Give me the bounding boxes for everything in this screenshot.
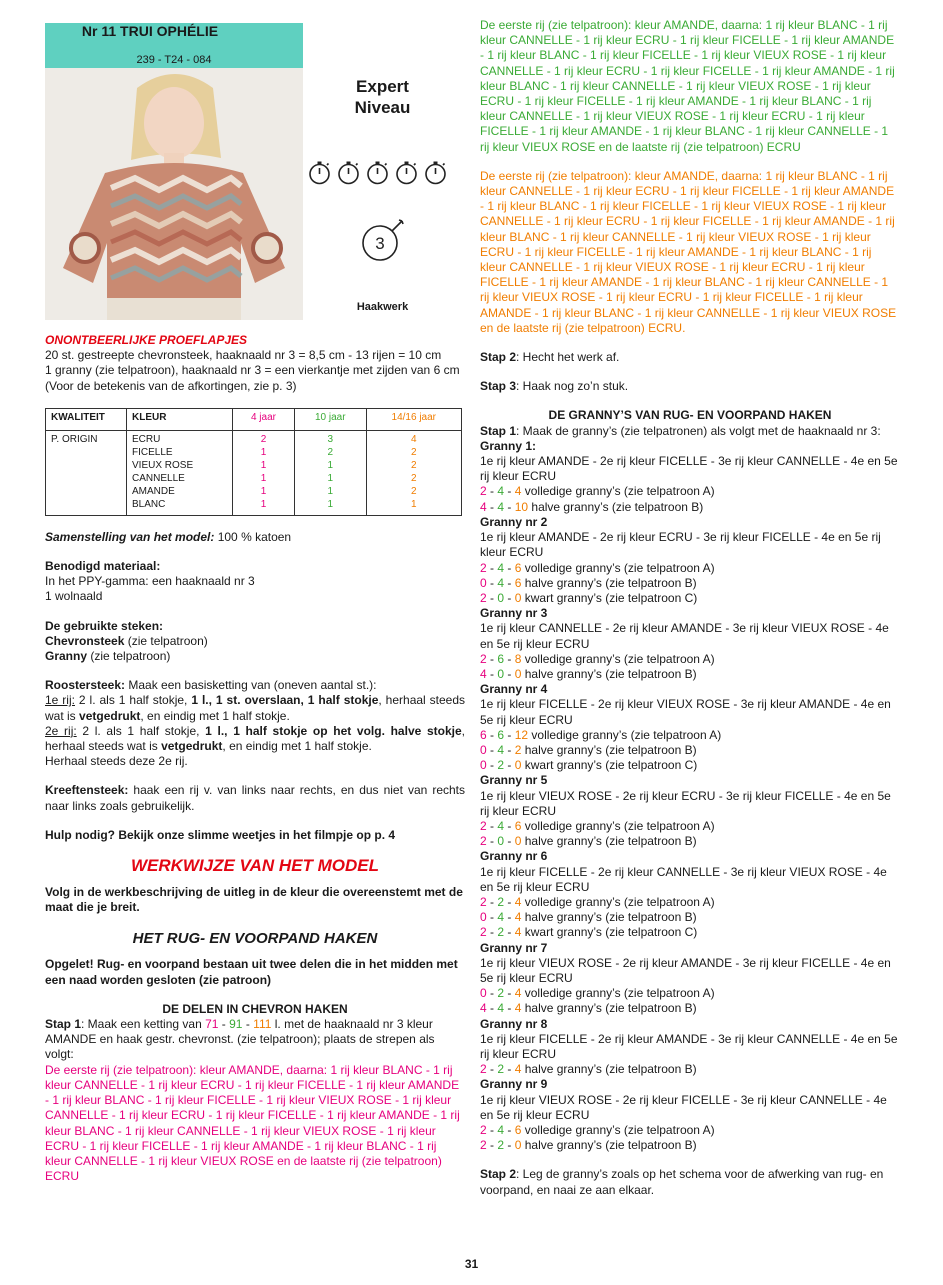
yarn-qty: 1 [327,485,334,497]
size-1-count: 4 [480,499,487,514]
granny-count-line: 6 - 6 - 12 volledige granny’s (zie telpatroon A) [480,727,722,742]
stopwatch-icon [365,160,390,185]
size-1-count: 0 [480,575,487,590]
yarn-size-1-values [233,430,295,515]
size-1-count: 4 [480,1001,487,1016]
step-text: : Haak nog zo’n stuk. [516,379,629,394]
yarn-qty: 2 [410,472,417,484]
size-3-count: 0 [514,834,522,849]
yarn-header-size-3: 14/16 jaar [366,408,461,430]
stripes-size-3: De eerste rij (zie telpatroon): kleur AMANDE, daarna: 1 rij kleur BLANC - 1 rij kleur CANNELLE - 1 rij kleur ECRU - 1 rij kleur FICELLE - 1 rij kleur AMANDE - 1 rij kleur BLANC - 1 rij kleur FICELLE - 1 rij kleur VIEUX ROSE - 1 rij kleur CANNELLE - 1 rij kleur ECRU - 1 rij kleur FICELLE - 1 rij kleur AMANDE - 1 rij kleur BLANC - 1 rij kleur CANNELLE - 1 rij kleur VIEUX ROSE - 1 rij kleur ECRU - 1 rij kleur FICELLE - 1 rij kleur AMANDE - 1 rij kleur BLANC - 1 rij kleur CANNELLE - 1 rij kleur VIEUX ROSE - 1 rij kleur ECRU - 1 rij kleur FICELLE - 1 rij kleur AMANDE - 1 rij kleur BLANC - 1 rij kleur CANNELLE - 1 rij kleur VIEUX ROSE - 1 rij kleur ECRU - 1 rij kleur FICELLE - 1 rij kleur AMANDE - 1 rij kleur BLANC - 1 rij kleur CANNELLE - 1 rij kleur VIEUX ROSE en de laatste rij (zie telpatroon) ECRU. [480,168,897,335]
materials-line: In het PPY-gamma: een haaknaald nr 3 [45,574,255,589]
size-1-count: 4 [480,666,487,681]
stitch-name: Chevronsteek [45,633,125,648]
yarn-color: FICELLE [132,446,173,458]
size-3-count: 0 [514,758,522,773]
right-column [480,18,900,1198]
yarn-header-size-1: 4 jaar [233,408,295,430]
granny-colors: 1e rij kleur FICELLE - 2e rij kleur CANNELLE - 3e rij kleur VIEUX ROSE - 4e en 5e rij kleur ECRU [480,864,887,894]
granny-count-text: halve granny’s (zie telpatroon B) [521,1138,697,1153]
granny-colors: 1e rij kleur FICELLE - 2e rij kleur AMANDE - 3e rij kleur CANNELLE - 4e en 5e rij kleur ECRU [480,1031,898,1061]
granny-count-line: 2 - 4 - 6 volledige granny’s (zie telpatroon A) [480,1123,715,1138]
granny-count-line: 2 - 4 - 4 volledige granny’s (zie telpatroon A) [480,484,715,499]
gauge-line: 1 granny (zie telpatroon), haaknaald nr 3 = een vierkantje met zijden van 6 cm [45,363,460,378]
yarn-header-size-2: 10 jaar [294,408,366,430]
granny-colors: 1e rij kleur AMANDE - 2e rij kleur ECRU - 3e rij kleur FICELLE - 4e en 5e rij kleur ECRU [480,530,881,560]
stitches-title: De gebruikte steken: [45,618,164,633]
yarn-table-row [46,430,462,515]
size-2-count: 6 [497,651,505,666]
granny-name: Granny nr 2 [480,514,548,529]
gauge-title: ONONTBEERLIJKE PROEFLAPJES [45,333,248,347]
stitch-note: (zie telpatroon) [124,633,208,648]
model-photo [45,68,303,320]
yarn-qty: 1 [260,446,267,458]
materials-line: 1 wolnaald [45,589,103,604]
size-1-count: 2 [480,894,487,909]
chevron-step-2 [480,350,900,365]
row-text: , en eindig met 1 half stokje. [222,739,372,754]
granny-colors: 1e rij kleur VIEUX ROSE - 2e rij kleur ECRU - 3e rij kleur FICELLE - 4e en 5e rij kleur ECRU [480,788,891,818]
pattern-code: 239 - T24 - 084 [136,54,212,66]
yarn-color: CANNELLE [132,472,185,484]
step-text: : Maak een ketting van [81,1017,206,1032]
difficulty-icons [307,160,448,185]
back-front-note: Opgelet! Rug- en voorpand bestaan uit twee delen die in het midden met een naad worden gesloten (zie patroon) [45,957,458,987]
stitch-note: (zie telpatroon) [87,649,171,664]
stopwatch-icon [336,160,361,185]
yarn-header-quality: KWALITEIT [46,408,127,430]
size-2-count: 0 [497,666,505,681]
yarn-qty: 2 [410,446,417,458]
yarn-colors [127,430,233,515]
row-text: 2 l. als 1 half stokje, [74,693,192,708]
granny-count-line: 2 - 6 - 8 volledige granny’s (zie telpatroon A) [480,651,715,666]
granny-count-line: 0 - 4 - 6 halve granny’s (zie telpatroon B) [480,575,697,590]
size-3-count: 4 [514,1001,522,1016]
row-label: 2e rij: [45,723,77,738]
yarn-qty: 2 [327,446,334,458]
granny-count-line: 2 - 2 - 4 halve granny’s (zie telpatroon B) [480,1062,697,1077]
size-2-count: 4 [497,484,505,499]
stripes-size-1: De eerste rij (zie telpatroon): kleur AMANDE, daarna: 1 rij kleur BLANC - 1 rij kleur CANNELLE - 1 rij kleur ECRU - 1 rij kleur FICELLE - 1 rij kleur AMANDE - 1 rij kleur BLANC - 1 rij kleur FICELLE - 1 rij kleur VIEUX ROSE - 1 rij kleur CANNELLE - 1 rij kleur ECRU - 1 rij kleur FICELLE - 1 rij kleur AMANDE - 1 rij kleur BLANC - 1 rij kleur CANNELLE - 1 rij kleur VIEUX ROSE - 1 rij kleur ECRU - 1 rij kleur FICELLE - 1 rij kleur AMANDE - 1 rij kleur BLANC - 1 rij kleur CANNELLE - 1 rij kleur VIEUX ROSE en de laatste rij (zie telpatroon) ECRU [45,1062,460,1184]
repeat-note: Herhaal steeds deze 2e rij. [45,754,188,769]
yarn-table-header [46,408,462,430]
size-3-count: 6 [514,560,522,575]
size-2-count: 2 [497,986,505,1001]
yarn-color: AMANDE [132,485,175,497]
method-intro: Volg in de werkbeschrijving de uitleg in de kleur die overeenstemt met de maat die je breit. [45,885,463,915]
step-label: Stap 2 [480,1167,517,1182]
size-3-count: 4 [514,894,522,909]
size-2-count: 2 [497,758,505,773]
granny-count-text: volledige granny’s (zie telpatroon A) [521,484,715,499]
granny-colors: 1e rij kleur VIEUX ROSE - 2e rij kleur AMANDE - 3e rij kleur FICELLE - 4e en 5e rij kleur ECRU [480,955,891,985]
granny-colors: 1e rij kleur VIEUX ROSE - 2e rij kleur FICELLE - 3e rij kleur CANNELLE - 4e en 5e rij kleur ECRU [480,1092,887,1122]
granny-count-line: 2 - 2 - 4 volledige granny’s (zie telpatroon A) [480,894,715,909]
level-label: Expert [356,77,409,96]
size-3-count: 0 [514,590,522,605]
stitch-granny [45,649,465,664]
granny-count-text: halve granny’s (zie telpatroon B) [521,910,697,925]
size-1-count: 6 [480,727,487,742]
step-text: : Maak de granny’s (zie telpatronen) als volgt met de haaknaald nr 3: [516,423,881,438]
size-value: 91 [229,1017,243,1032]
size-1-count: 2 [480,651,487,666]
granny-colors: 1e rij kleur FICELLE - 2e rij kleur VIEUX ROSE - 3e rij kleur AMANDE - 4e en 5e rij kleur ECRU [480,697,891,727]
granny-section-title: DE GRANNY’S VAN RUG- EN VOORPAND HAKEN [548,408,832,423]
yarn-qty: 3 [327,433,334,445]
size-1-count: 2 [480,834,487,849]
granny-name: Granny nr 6 [480,849,548,864]
granny-count-line: 2 - 2 - 0 halve granny’s (zie telpatroon B) [480,1138,697,1153]
granny-count-line: 2 - 0 - 0 kwart granny’s (zie telpatroon C) [480,590,698,605]
size-1-count: 2 [480,1062,487,1077]
crab-stitch [45,783,465,813]
size-3-count: 4 [514,925,522,940]
granny-count-line: 2 - 4 - 6 volledige granny’s (zie telpatroon A) [480,560,715,575]
granny-colors: 1e rij kleur CANNELLE - 2e rij kleur AMANDE - 3e rij kleur VIEUX ROSE - 4e en 5e rij kleur ECRU [480,621,889,651]
size-1-count: 0 [480,910,487,925]
yarn-qty: 1 [327,459,334,471]
size-value: 71 [205,1017,219,1032]
materials-title: Benodigd materiaal: [45,559,161,574]
granny-count-text: volledige granny’s (zie telpatroon A) [521,986,715,1001]
gauge-line: 20 st. gestreepte chevronsteek, haaknaald nr 3 = 8,5 cm - 13 rijen = 10 cm [45,348,442,363]
gauge-line: (Voor de betekenis van de afkortingen, zie p. 3) [45,378,297,393]
pattern-title: Nr 11 TRUI OPHÉLIE [81,23,219,39]
granny-count-text: halve granny’s (zie telpatroon B) [521,1001,697,1016]
composition [45,530,465,545]
size-2-count: 2 [497,1062,505,1077]
granny-count-text: kwart granny’s (zie telpatroon C) [521,758,698,773]
granny-name: Granny 1: [480,438,537,453]
grid-stitch-label: Roostersteek: [45,678,126,693]
stopwatch-icon [394,160,419,185]
granny-count-line: 0 - 2 - 4 volledige granny’s (zie telpatroon A) [480,986,715,1001]
granny-count-text: kwart granny’s (zie telpatroon C) [521,925,698,940]
yarn-table [45,408,462,516]
row-text: , en eindig met 1 half stokje. [140,708,290,723]
yarn-qty: 1 [260,498,267,510]
size-value: 111 [253,1017,272,1032]
stopwatch-icon [423,160,448,185]
granny-count-line: 0 - 2 - 0 kwart granny’s (zie telpatroon C) [480,758,698,773]
size-1-count: 2 [480,818,487,833]
granny-name: Granny nr 5 [480,773,548,788]
grid-stitch [45,678,465,769]
stitch-name: Granny [45,649,88,664]
level-sublabel: Niveau [354,98,411,117]
granny-count-text: volledige granny’s (zie telpatroon A) [521,894,715,909]
granny-count-line: 2 - 0 - 0 halve granny’s (zie telpatroon B) [480,834,697,849]
stitch-chevron [45,634,465,649]
size-2-count: 0 [497,834,505,849]
granny-count-text: halve granny’s (zie telpatroon B) [521,1062,697,1077]
step-text: : Hecht het werk af. [516,350,620,365]
yarn-color: BLANC [132,498,166,510]
size-3-count: 0 [514,1138,522,1153]
size-1-count: 2 [480,925,487,940]
yarn-color: ECRU [132,433,161,445]
granny-count-text: volledige granny’s (zie telpatroon A) [521,651,715,666]
size-2-count: 4 [497,910,505,925]
granny-count-line: 0 - 4 - 4 halve granny’s (zie telpatroon B) [480,910,697,925]
granny-list [480,439,900,1154]
size-1-count: 2 [480,484,487,499]
size-2-count: 4 [497,575,505,590]
step-label: Stap 1 [45,1017,82,1032]
size-3-count: 4 [514,1062,522,1077]
pattern-header [45,23,303,68]
size-2-count: 0 [497,590,505,605]
size-3-count: 4 [514,986,522,1001]
yarn-qty: 2 [260,433,267,445]
step-label: Stap 3 [480,379,517,394]
yarn-qty: 4 [410,433,417,445]
size-3-count: 8 [514,651,522,666]
yarn-qty: 2 [410,459,417,471]
composition-label: Samenstelling van het model: [45,529,215,544]
grid-stitch-intro: Maak een basisketting van (oneven aantal st.): [125,678,377,693]
size-1-count: 2 [480,1138,487,1153]
chevron-section-title: DE DELEN IN CHEVRON HAKEN [162,1001,348,1016]
size-1-count: 0 [480,986,487,1001]
size-2-count: 4 [497,818,505,833]
granny-step-2 [480,1167,900,1197]
row-text: , herhaal steeds wat is [45,723,465,754]
row-text: , herhaal steeds wat is [45,693,466,723]
size-2-count: 2 [497,1138,505,1153]
granny-count-text: volledige granny’s (zie telpatroon A) [521,818,715,833]
granny-name: Granny nr 9 [480,1077,548,1092]
granny-count-text: volledige granny’s (zie telpatroon A) [521,1123,715,1138]
granny-count-text: halve granny’s (zie telpatroon B) [521,834,697,849]
granny-count-text: halve granny’s (zie telpatroon B) [528,499,704,514]
crochet-hook-size-icon [359,218,405,264]
size-3-count: 10 [514,499,529,514]
granny-count-line: 4 - 4 - 10 halve granny’s (zie telpatroon B) [480,499,704,514]
hook-size-number: 3 [375,234,385,253]
composition-value: 100 % katoen [214,529,292,544]
granny-name: Granny nr 8 [480,1016,548,1031]
row-bold: vetgedrukt [79,708,141,723]
technique-label: Haakwerk [356,301,409,313]
size-3-count: 12 [514,727,529,742]
crab-stitch-text: haak een rij v. van links naar rechts, en dus niet van rechts naar links zoals gebruikelijk. [45,783,465,813]
size-2-count: 4 [497,1123,505,1138]
size-2-count: 4 [497,560,505,575]
granny-count-line: 0 - 4 - 2 halve granny’s (zie telpatroon B) [480,742,697,757]
yarn-size-2-values [294,430,366,515]
difficulty-level [330,76,435,118]
size-2-count: 4 [497,1001,505,1016]
size-2-count: 2 [497,894,505,909]
row-bold: vetgedrukt [161,739,223,754]
yarn-header-color: KLEUR [127,408,233,430]
chevron-step-3 [480,379,900,394]
back-front-title: HET RUG- EN VOORPAND HAKEN [132,930,378,948]
row-bold: 1 l., 1 half stokje op het volg. halve stokje [205,723,462,738]
method-title: WERKWIJZE VAN HET MODEL [130,856,380,876]
page-number: 31 [464,1257,479,1271]
model-photo-illustration [45,68,303,320]
granny-count-line: 4 - 4 - 4 halve granny’s (zie telpatroon B) [480,1001,697,1016]
row-bold: 1 l., 1 st. overslaan, 1 half stokje [191,693,379,708]
granny-name: Granny nr 4 [480,682,548,697]
size-1-count: 0 [480,742,487,757]
granny-count-text: halve granny’s (zie telpatroon B) [521,742,697,757]
yarn-qty: 1 [327,498,334,510]
size-1-count: 2 [480,590,487,605]
size-2-count: 6 [497,727,505,742]
size-1-count: 2 [480,1123,487,1138]
size-2-count: 4 [497,742,505,757]
size-3-count: 4 [514,910,522,925]
stopwatch-icon [307,160,332,185]
help-note: Hulp nodig? Bekijk onze slimme weetjes in het filmpje op p. 4 [45,827,396,842]
yarn-qty: 2 [410,485,417,497]
yarn-qty: 1 [260,472,267,484]
crab-stitch-label: Kreeftensteek: [45,783,129,798]
yarn-color: VIEUX ROSE [132,459,194,471]
granny-colors: 1e rij kleur AMANDE - 2e rij kleur FICELLE - 3e rij kleur CANNELLE - 4e en 5e rij kleur ECRU [480,454,898,484]
granny-count-line: 4 - 0 - 0 halve granny’s (zie telpatroon B) [480,666,697,681]
granny-step-1 [480,424,900,439]
step-label: Stap 1 [480,423,517,438]
yarn-qty: 1 [410,498,417,510]
step-text: : Leg de granny’s zoals op het schema voor de afwerking van rug- en voorpand, en naai ze aan elkaar. [480,1167,884,1197]
size-1-count: 0 [480,758,487,773]
size-3-count: 0 [514,666,522,681]
size-3-count: 6 [514,575,522,590]
granny-name: Granny nr 3 [480,606,548,621]
size-2-count: 4 [497,499,505,514]
size-1-count: 2 [480,560,487,575]
row-text: 2 l. als 1 half stokje, [76,723,206,738]
size-3-count: 6 [514,1123,522,1138]
size-3-count: 2 [514,742,522,757]
granny-count-text: halve granny’s (zie telpatroon B) [521,575,697,590]
size-2-count: 2 [497,925,505,940]
granny-count-line: 2 - 2 - 4 kwart granny’s (zie telpatroon C) [480,925,698,940]
size-3-count: 6 [514,818,522,833]
yarn-qty: 1 [327,472,334,484]
yarn-qty: 1 [260,485,267,497]
stripes-size-2: De eerste rij (zie telpatroon): kleur AMANDE, daarna: 1 rij kleur BLANC - 1 rij kleur CANNELLE - 1 rij kleur ECRU - 1 rij kleur FICELLE - 1 rij kleur AMANDE - 1 rij kleur BLANC - 1 rij kleur FICELLE - 1 rij kleur VIEUX ROSE - 1 rij kleur CANNELLE - 1 rij kleur ECRU - 1 rij kleur FICELLE - 1 rij kleur AMANDE - 1 rij kleur BLANC - 1 rij kleur CANNELLE - 1 rij kleur VIEUX ROSE - 1 rij kleur ECRU - 1 rij kleur FICELLE - 1 rij kleur AMANDE - 1 rij kleur BLANC - 1 rij kleur CANNELLE - 1 rij kleur VIEUX ROSE - 1 rij kleur ECRU - 1 rij kleur FICELLE - 1 rij kleur AMANDE - 1 rij kleur BLANC - 1 rij kleur CANNELLE - 1 rij kleur VIEUX ROSE en de laatste rij (zie telpatroon) ECRU [480,18,895,154]
yarn-quality: P. ORIGIN [46,430,127,515]
yarn-size-3-values [366,430,461,515]
chevron-step-1: Stap 1: Maak een ketting van 71 - 91 - 111 l. met de haaknaald nr 3 kleur AMANDE en haak gestr. chevronst. (zie telpatroon); plaats de strepen als volgt: [45,1017,435,1062]
left-column [45,333,465,1184]
size-3-count: 4 [514,484,522,499]
granny-count-text: halve granny’s (zie telpatroon B) [521,666,697,681]
granny-count-text: kwart granny’s (zie telpatroon C) [521,590,698,605]
granny-count-line: 2 - 4 - 6 volledige granny’s (zie telpatroon A) [480,818,715,833]
granny-name: Granny nr 7 [480,940,548,955]
yarn-qty: 1 [260,459,267,471]
granny-count-text: volledige granny’s (zie telpatroon A) [521,560,715,575]
granny-count-text: volledige granny’s (zie telpatroon A) [528,727,722,742]
row-label: 1e rij: [45,693,75,708]
step-label: Stap 2 [480,350,517,365]
step-text: l. met de haaknaald nr 3 kleur AMANDE en haak gestr. chevronst. (zie telpatroon); plaats de strepen als volgt: [45,1017,435,1062]
